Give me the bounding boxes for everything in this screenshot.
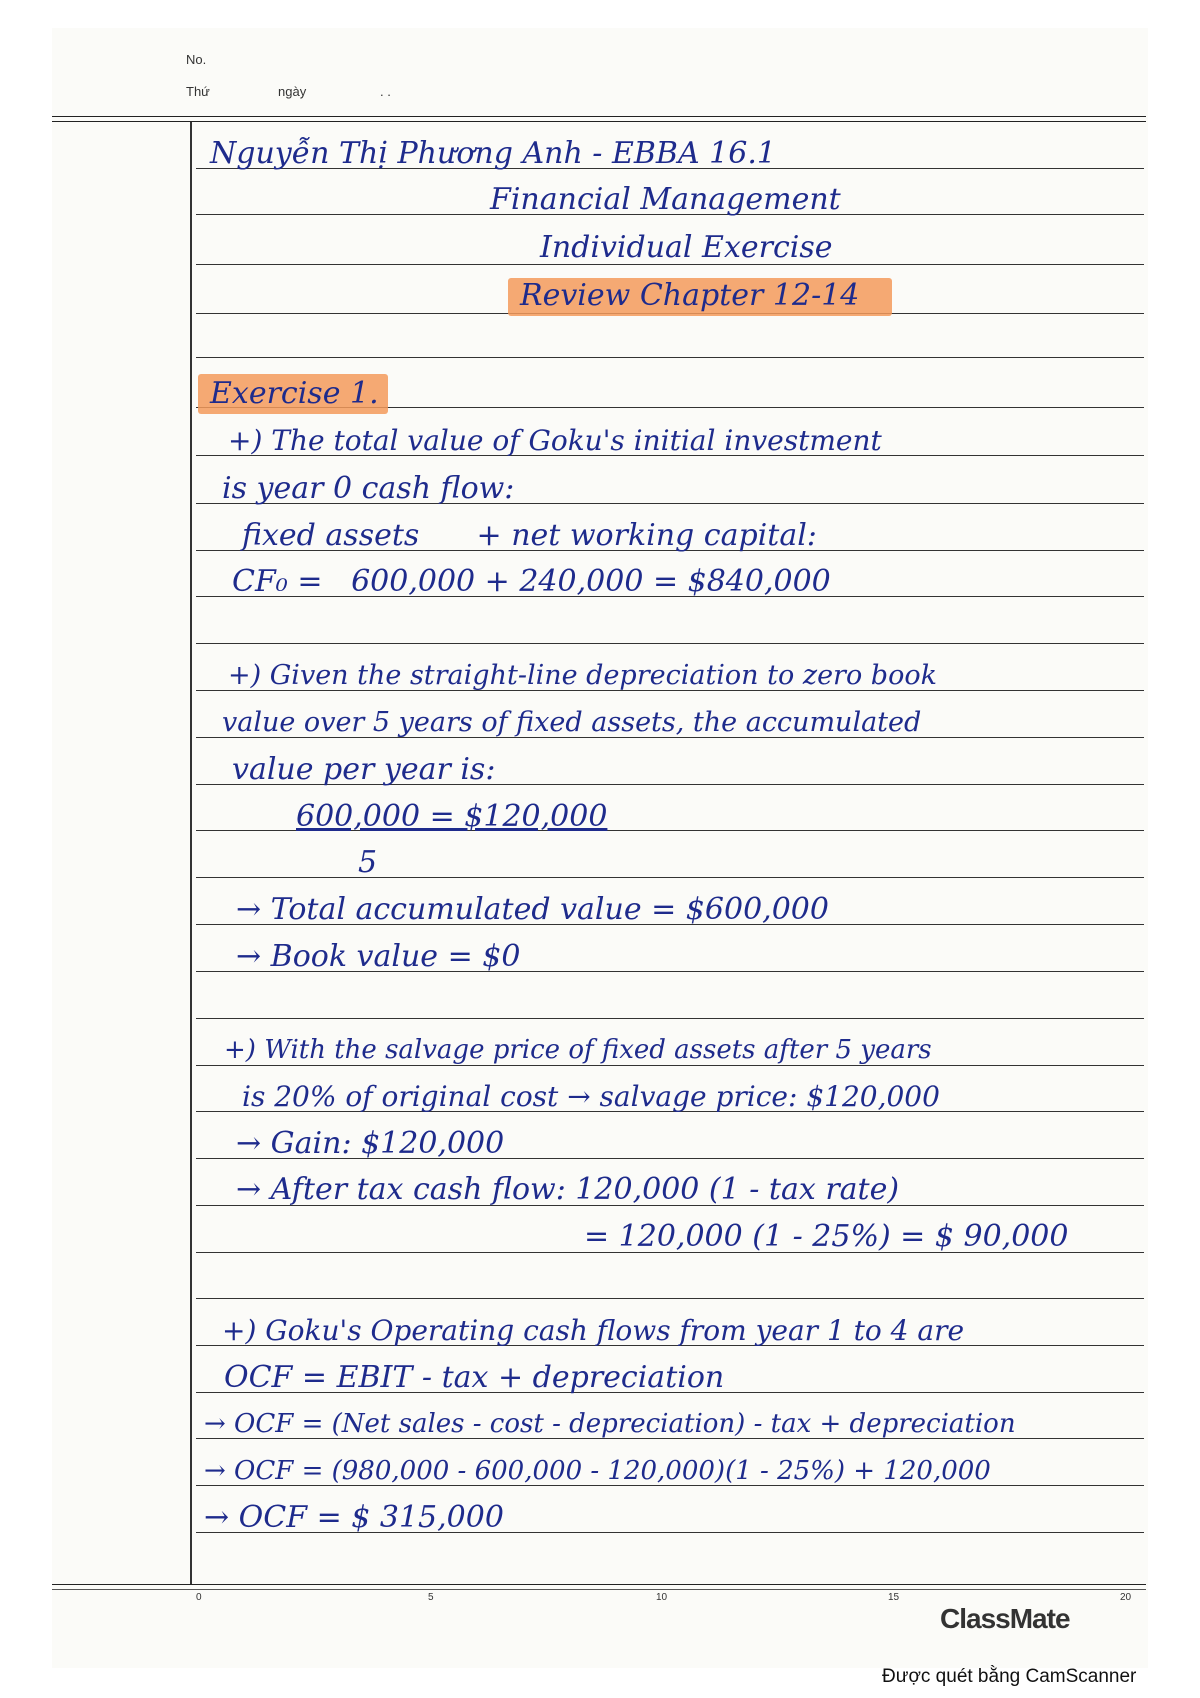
course-title: Financial Management <box>490 182 841 217</box>
note-line: = 120,000 (1 - 25%) = $ 90,000 <box>584 1219 1069 1254</box>
ruler-mark: 0 <box>196 1592 202 1603</box>
note-line: → Book value = $0 <box>236 939 521 974</box>
note-line: CF₀ = 600,000 + 240,000 = $840,000 <box>232 564 831 599</box>
footer-rule <box>52 1589 1146 1590</box>
page-number-label: No. <box>186 52 207 67</box>
note-line: value per year is: <box>232 752 496 787</box>
note-line: value over 5 years of fixed assets, the accumulated <box>222 707 922 738</box>
chapter-title: Review Chapter 12-14 <box>520 278 860 313</box>
note-line: 600,000 = $120,000 <box>296 799 608 834</box>
note-line: 5 <box>358 845 378 880</box>
margin-line <box>190 122 192 1584</box>
note-line: +) With the salvage price of fixed assets after 5 years <box>224 1035 932 1065</box>
note-line: is year 0 cash flow: <box>222 471 515 506</box>
note-line: → OCF = (980,000 - 600,000 - 120,000)(1 - 25%) + 120,000 <box>204 1456 991 1486</box>
ruler-mark: 10 <box>656 1592 668 1603</box>
scanner-watermark: Được quét bằng CamScanner <box>882 1666 1137 1687</box>
ruler-mark: 15 <box>888 1592 900 1603</box>
note-line: → Total accumulated value = $600,000 <box>236 892 829 927</box>
note-line: fixed assets + net working capital: <box>242 518 817 553</box>
footer-rule <box>52 1584 1146 1585</box>
weekday-label: Thứ <box>186 84 210 99</box>
note-line: → OCF = $ 315,000 <box>204 1500 504 1535</box>
author-line: Nguyễn Thị Phương Anh - EBBA 16.1 <box>210 136 776 171</box>
note-line: is 20% of original cost → salvage price: $120,000 <box>242 1080 940 1113</box>
ruler-mark: 5 <box>428 1592 434 1603</box>
note-line: +) The total value of Goku's initial investment <box>228 424 882 457</box>
assignment-title: Individual Exercise <box>540 230 833 265</box>
note-line: → OCF = (Net sales - cost - depreciation) - tax + depreciation <box>204 1409 1016 1439</box>
note-line: → Gain: $120,000 <box>236 1126 505 1161</box>
note-line: OCF = EBIT - tax + depreciation <box>224 1360 725 1395</box>
note-line: +) Goku's Operating cash flows from year 1 to 4 are <box>222 1314 965 1347</box>
exercise-title: Exercise 1. <box>210 376 379 411</box>
note-line: → After tax cash flow: 120,000 (1 - tax rate) <box>236 1172 900 1207</box>
date-label: ngày <box>278 84 307 99</box>
ruler-mark: 20 <box>1120 1592 1132 1603</box>
brand-logo: ClassMate <box>940 1603 1070 1634</box>
note-line: +) Given the straight-line depreciation to zero book <box>228 660 937 691</box>
date-marks: . . <box>380 84 391 99</box>
